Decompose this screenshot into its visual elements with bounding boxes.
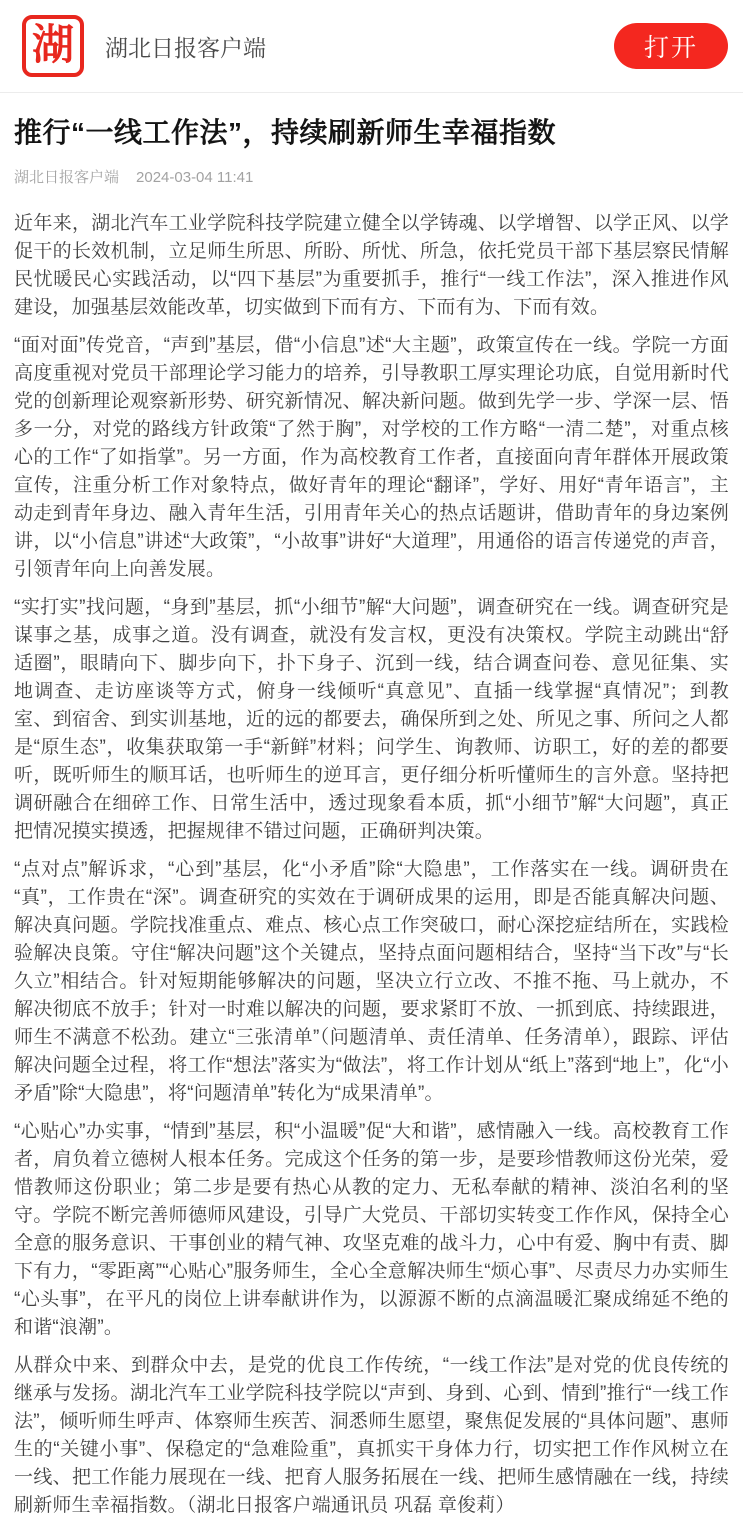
article-paragraph: “面对面”传党音，“声到”基层，借“小信息”述“大主题”，政策宣传在一线。学院一方面高度重视对党员干部理论学习能力的培养，引导教职工厚实理论功底，自觉用新时代党的创新理论观察新形势、研究新情况、解决新问题。做到先学一步、学深一层、悟多一分，对党的路线方针政策“了然于胸”，对学校的工作方略“一清二楚”，对重点核心的工作“了如指掌”。另一方面，作为高校教育工作者，直接面向青年群体开展政策宣传，注重分析工作对象特点，做好青年的理论“翻译”，学好、用好“青年语言”，主动走到青年身边、融入青年生活，引用青年关心的热点话题讲，借助青年的身边案例讲，以“小信息”讲述“大政策”，“小故事”讲好“大道理”，用通俗的语言传递党的声音，引领青年向上向善发展。 [14,335,729,580]
byline-source: 湖北日报客户端 [14,169,120,186]
article-body [14,210,729,1520]
byline [14,166,729,187]
logo-seal-character: 湖 [31,20,74,69]
app-banner [0,0,743,93]
app-name: 湖北日报客户端 [105,34,266,61]
hubei-daily-logo-icon [22,15,84,77]
article-paragraph: 近年来，湖北汽车工业学院科技学院建立健全以学铸魂、以学增智、以学正风、以学促干的长效机制，立足师生所思、所盼、所忧、所急，依托党员干部下基层察民情解民忧暖民心实践活动，以“四下基层”为重要抓手，推行“一线工作法”，深入推进作风建设，加强基层效能改革，切实做到下而有方、下而有为、下而有效。 [14,213,729,318]
article [0,114,743,1536]
article-paragraph: 从群众中来、到群众中去，是党的优良工作传统，“一线工作法”是对党的优良传统的继承与发扬。湖北汽车工业学院科技学院以“声到、身到、心到、情到”推行“一线工作法”，倾听师生呼声、体察师生疾苦、洞悉师生愿望，聚焦促发展的“具体问题”、惠师生的“关键小事”、保稳定的“急难险重”，真抓实干身体力行，切实把工作作风树立在一线、把工作能力展现在一线、把育人服务拓展在一线、把师生感情融在一线，持续刷新师生幸福指数。（湖北日报客户端通讯员 巩磊 章俊莉） [14,1355,729,1516]
byline-date: 2024-03-04 11:41 [136,169,254,186]
article-paragraph: “实打实”找问题，“身到”基层，抓“小细节”解“大问题”，调查研究在一线。调查研究是谋事之基，成事之道。没有调查，就没有发言权，更没有决策权。学院主动跳出“舒适圈”，眼睛向下、脚步向下，扑下身子、沉到一线，结合调查问卷、意见征集、实地调查、走访座谈等方式，俯身一线倾听“真意见”、直插一线掌握“真情况”；到教室、到宿舍、到实训基地，近的远的都要去，确保所到之处、所见之事、所问之人都是“原生态”，收集获取第一手“新鲜”材料；问学生、询教师、访职工，好的差的都要听，既听师生的顺耳话，也听师生的逆耳言，更仔细分析听懂师生的言外意。坚持把调研融合在细碎工作、日常生活中，透过现象看本质，抓“小细节”解“大问题”，真正把情况摸实摸透，把握规律不错过问题，正确研判决策。 [14,597,729,842]
article-title: 推行“一线工作法”，持续刷新师生幸福指数 [14,117,557,148]
article-paragraph: “心贴心”办实事，“情到”基层，积“小温暖”促“大和谐”，感情融入一线。高校教育工作者，肩负着立德树人根本任务。完成这个任务的第一步，是要珍惜教师这份光荣，爱惜教师这份职业；第二步是要有热心从教的定力、无私奉献的精神、淡泊名利的坚守。学院不断完善师德师风建设，引导广大党员、干部切实转变工作作风，保持全心全意的服务意识、干事创业的精气神、攻坚克难的战斗力，心中有爱、胸中有责、脚下有力，“零距离”“心贴心”服务师生，全心全意解决师生“烦心事”、尽责尽力办实师生“心头事”，在平凡的岗位上讲奉献讲作为，以源源不断的点滴温暖汇聚成绵延不绝的和谐“浪潮”。 [14,1121,729,1338]
article-paragraph: “点对点”解诉求，“心到”基层，化“小矛盾”除“大隐患”，工作落实在一线。调研贵在“真”，工作贵在“深”。调查研究的实效在于调研成果的运用，即是否能真解决问题、解决真问题。学院找准重点、难点、核心点工作突破口，耐心深挖症结所在，实践检验解决良策。守住“解决问题”这个关键点，坚持点面问题相结合，坚持“当下改”与“长久立”相结合。针对短期能够解决的问题，坚决立行立改、不推不拖、马上就办，不解决彻底不放手；针对一时难以解决的问题，要求紧盯不放、一抓到底、持续跟进，师生不满意不松劲。建立“三张清单”（问题清单、责任清单、任务清单），跟踪、评估解决问题全过程，将工作“想法”落实为“做法”，将工作计划从“纸上”落到“地上”，化“小矛盾”除“大隐患”，将“问题清单”转化为“成果清单”。 [14,859,729,1104]
open-app-button[interactable]: 打开 [614,23,728,69]
